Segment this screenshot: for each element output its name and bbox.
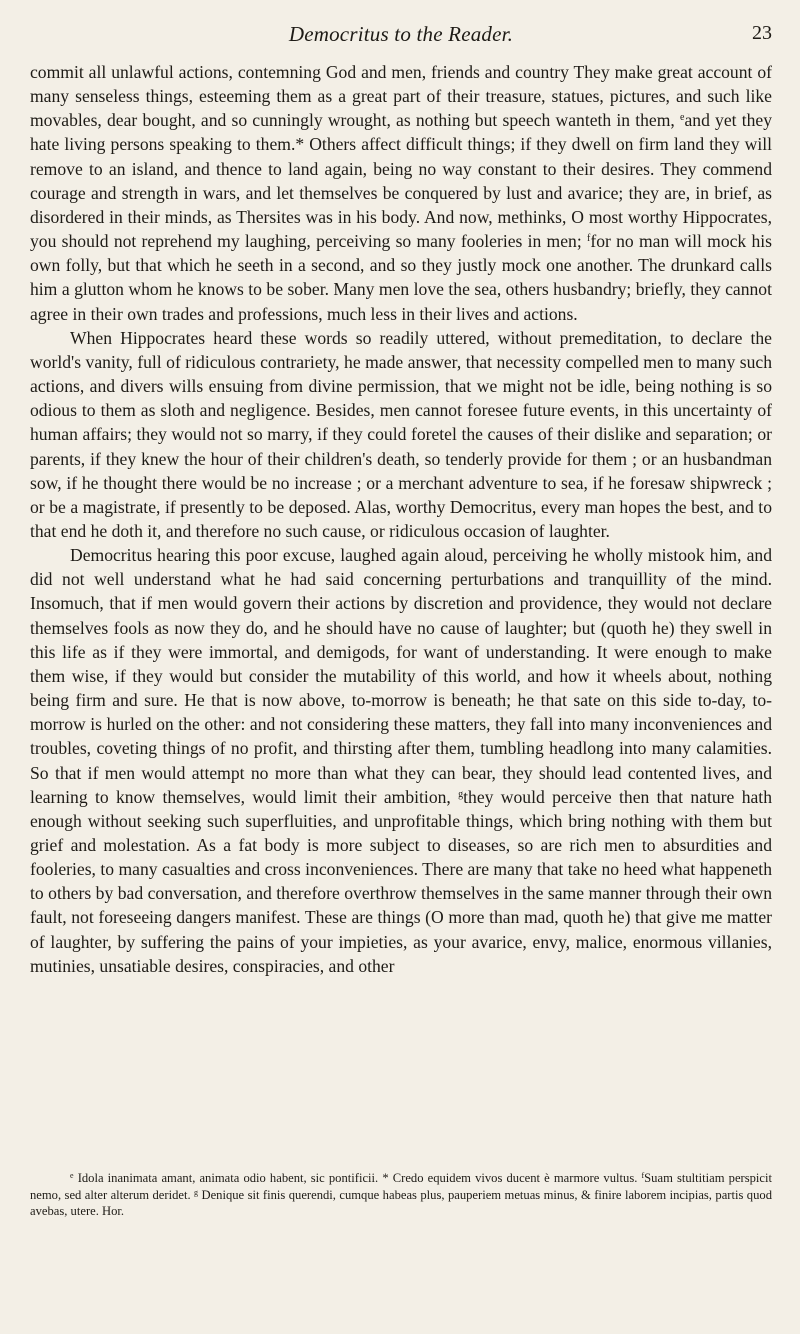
paragraph-3 <box>30 543 772 978</box>
footnote-star-text: * Credo equidem vivos ducent è marmore vultus. <box>382 1171 638 1185</box>
footnote-marker-f: f <box>641 1171 645 1180</box>
footnote-g-text: Denique sit finis querendi, cumque habeas plus, pauperiem metuas minus, & finire laborem incipias, partis quod avebas, utere. Hor. <box>30 1187 772 1218</box>
paragraph-3-text-a: Democritus hearing this poor excuse, laughed again aloud, perceiving he wholly mistook him, and did not well understand what he had said concerning perturbations and tranquillity of the mind. Insomuch, that if men would govern their actions by discretion and providence, they would not declare themselves fools as now they do, and he should have no cause of laughter; but (quoth he) they swell in this life as if they were immortal, and demigods, for want of understanding. It were enough to make them wise, if they would but consider the mutability of this world, and how it wheels about, nothing being firm and sure. He that is now above, to-morrow is beneath; he that sate on this side to-day, to-morrow is hurled on the other: and not considering these matters, they fall into many inconveniences and troubles, coveting things of no profit, and thirsting after them, tumbling headlong into many calamities. So that if men would attempt no more than what they can bear, they should lead contented lives, and learning to know themselves, would limit their ambition, <box>30 545 772 807</box>
paragraph-2 <box>30 326 772 543</box>
paragraph-1-text-a: commit all unlawful actions, contemning God and men, friends and country They make great account of many senseless things, esteeming them as a great part of their treasure, statues, pictures, and such like movables, dear bought, and so cunningly wrought, as nothing but speech wanteth in them, <box>30 62 772 131</box>
footnote-e-text: Idola inanimata amant, animata odio habent, sic pontificii. <box>77 1171 379 1185</box>
body-text <box>30 60 772 978</box>
footnote-f-text: Suam stultitiam perspicit nemo, sed alter alterum deridet. <box>30 1171 773 1202</box>
paragraph-1-text-b: and yet they hate living persons speaking to them.* Others affect difficult things; if they dwell on firm land they will remove to an island, and thence to land again, being no way constant to their desires. They commend courage and strength in wars, and let themselves be conquered by lust and avarice; they are, in brief, as disordered in their minds, as Thersites was in his body. And now, methinks, O most worthy Hippocrates, you should not reprehend my laughing, perceiving so many fooleries in men; <box>30 110 773 252</box>
footnote-marker-e: e <box>70 1171 74 1180</box>
paragraph-1-text-c: for no man will mock his own folly, but that which he seeth in a second, and so they justly mock one another. The drunkard calls him a glutton whom he knows to be sober. Many men love the sea, others husbandry; briefly, they cannot agree in their own trades and professions, much less in their lives and actions. <box>30 231 773 324</box>
footnote-e <box>30 1171 378 1185</box>
paragraph-1 <box>30 60 772 326</box>
footnotes <box>30 1170 772 1220</box>
paragraph-3-text-b: they would perceive then that nature hath enough without seeking such superfluities, and unprofitable things, which bring nothing with them but grief and molestation. As a fat body is more subject to diseases, so are rich men to absurdities and fooleries, to many casualties and cross inconveniences. There are many that take no heed what happeneth to others by bad conversation, and therefore overthrow themselves in the same manner through their own fault, not foreseeing dangers manifest. These are things (O more than mad, quoth he) that give me matter of laughter, by suffering the pains of your impieties, as your avarice, envy, malice, enormous villanies, mutinies, unsatiable desires, conspiracies, and other <box>30 786 772 976</box>
footnote-marker-g: g <box>194 1187 199 1197</box>
book-page <box>30 0 772 1334</box>
footnote-ref-g: g <box>458 788 464 800</box>
page-number: 23 <box>752 22 772 44</box>
footnote-ref-e: e <box>680 112 685 124</box>
running-head: Democritus to the Reader. <box>288 22 514 46</box>
page-header <box>30 0 772 58</box>
paragraph-2-text: When Hippocrates heard these words so readily uttered, without premeditation, to declare the world's vanity, full of ridiculous contrariety, he made answer, that necessity compelled men to many such actions, and divers wills ensuing from divine permission, that we might not be idle, being nothing is so odious to them as sloth and negligence. Besides, men cannot foresee future events, in this uncertainty of human affairs; they would not so marry, if they could foretel the causes of their dislike and separation; or parents, if they knew the hour of their children's death, so tenderly provide for them ; or an husbandman sow, if he thought there would be no increase ; or a merchant adventure to sea, if he foresaw shipwreck ; or be a magistrate, if presently to be deposed. Alas, worthy Democritus, every man hopes the best, and to that end he doth it, and therefore no such cause, or ridiculous occasion of laughter. <box>30 327 772 541</box>
footnote-ref-f: f <box>587 233 591 245</box>
